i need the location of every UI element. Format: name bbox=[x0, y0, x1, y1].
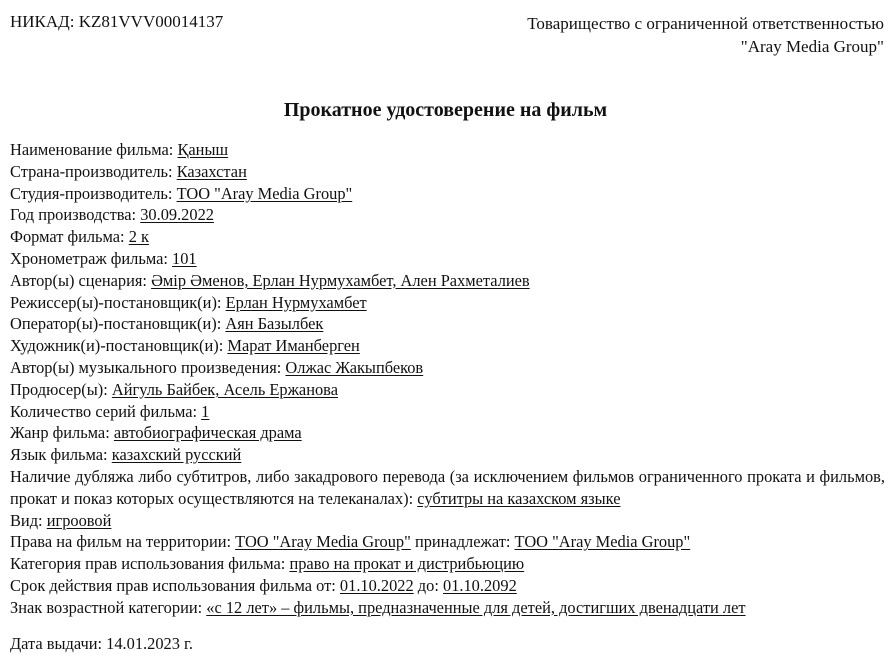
field-rights-territory bbox=[10, 531, 885, 553]
field-value: 1 bbox=[201, 401, 210, 421]
field-rights-category bbox=[10, 553, 885, 575]
field-episode-count bbox=[10, 401, 885, 423]
field-label: Хронометраж фильма: bbox=[10, 248, 168, 268]
field-value: 01.10.2092 bbox=[443, 575, 517, 595]
field-type bbox=[10, 510, 885, 532]
field-value: Марат Иманберген bbox=[227, 336, 360, 356]
field-label: Художник(и)-постановщик(и): bbox=[10, 336, 224, 356]
field-value: Ерлан Нурмухамбет bbox=[225, 292, 367, 312]
issue-date: Дата выдачи: 14.01.2023 г. bbox=[10, 634, 193, 653]
field-production-year bbox=[10, 204, 885, 226]
field-format bbox=[10, 226, 885, 248]
field-duration bbox=[10, 248, 885, 270]
field-producers bbox=[10, 379, 885, 401]
field-label: Страна-производитель: bbox=[10, 161, 173, 181]
field-label: Наименование фильма: bbox=[10, 140, 174, 159]
field-label: принадлежат: bbox=[414, 532, 511, 552]
field-studio bbox=[10, 183, 885, 205]
organization-name bbox=[527, 12, 884, 58]
field-value: 2 к bbox=[128, 227, 149, 247]
field-label: Год производства: bbox=[10, 205, 137, 225]
field-value: «с 12 лет» – фильмы, предназначенные для детей, достигших двенадцати лет bbox=[206, 597, 746, 617]
field-value: игроовой bbox=[46, 510, 112, 530]
field-directors bbox=[10, 292, 885, 314]
field-value: Қаныш bbox=[177, 140, 229, 159]
field-label: Наличие дубляжа либо субтитров, либо закадрового перевода (за исключением фильмов ограниченного проката и фильмов, прокат и показ которых осуществляются на телеканалах): bbox=[10, 466, 885, 508]
field-composers bbox=[10, 357, 885, 379]
field-value: право на прокат и дистрибьюцию bbox=[289, 554, 525, 574]
field-label: Оператор(ы)-постановщик(и): bbox=[10, 314, 222, 334]
field-label: Права на фильм на территории: bbox=[10, 532, 232, 552]
field-value: 30.09.2022 bbox=[140, 205, 214, 225]
field-value: Айгуль Байбек, Асель Ержанова bbox=[111, 379, 338, 399]
field-cinematographers bbox=[10, 313, 885, 335]
field-label: Жанр фильма: bbox=[10, 423, 110, 443]
field-age-rating bbox=[10, 597, 885, 619]
field-value: автобиографическая драма bbox=[113, 423, 302, 443]
field-label: Режиссер(ы)-постановщик(и): bbox=[10, 292, 222, 312]
field-value: ТОО "Aray Media Group" bbox=[514, 532, 691, 552]
nikad-number: НИКАД: KZ81VVV00014137 bbox=[10, 12, 224, 31]
field-label: Количество серий фильма: bbox=[10, 401, 198, 421]
field-label: Студия-производитель: bbox=[10, 183, 173, 203]
field-label: Категория прав использования фильма: bbox=[10, 554, 286, 574]
organization-line-1: Товарищество с ограниченной ответственностью bbox=[527, 14, 884, 33]
field-value: Әмір Әменов, Ерлан Нурмухамбет, Ален Рахметалиев bbox=[151, 270, 530, 290]
field-value: ТОО "Aray Media Group" bbox=[235, 532, 411, 552]
field-label: Срок действия прав использования фильма от: bbox=[10, 575, 336, 595]
field-value: 01.10.2022 bbox=[339, 575, 414, 595]
field-label: Формат фильма: bbox=[10, 227, 125, 247]
field-value: Олжас Жакыпбеков bbox=[285, 357, 424, 377]
field-value: казахский русский bbox=[111, 445, 242, 465]
field-value: субтитры на казахском языке bbox=[417, 488, 621, 508]
organization-line-2: "Aray Media Group" bbox=[740, 37, 884, 56]
field-label: Знак возрастной категории: bbox=[10, 597, 203, 617]
field-value: Казахстан bbox=[176, 161, 247, 181]
field-value: 101 bbox=[172, 248, 197, 268]
field-label: Вид: bbox=[10, 510, 43, 530]
document-title: Прокатное удостоверение на фильм bbox=[283, 99, 608, 121]
field-label: Язык фильма: bbox=[10, 445, 108, 465]
field-validity-period bbox=[10, 575, 885, 597]
field-label: Продюсер(ы): bbox=[10, 379, 108, 399]
field-film-name bbox=[10, 139, 885, 161]
field-language bbox=[10, 444, 885, 466]
field-label: до: bbox=[417, 575, 439, 595]
field-dubbing-subtitles bbox=[10, 466, 885, 510]
field-genre bbox=[10, 422, 885, 444]
field-country bbox=[10, 161, 885, 183]
field-value: ТОО "Aray Media Group" bbox=[176, 183, 353, 203]
field-production-designers bbox=[10, 335, 885, 357]
field-label: Автор(ы) сценария: bbox=[10, 270, 147, 290]
field-value: Аян Базылбек bbox=[225, 314, 324, 334]
field-screenwriters bbox=[10, 270, 885, 292]
field-label: Автор(ы) музыкального произведения: bbox=[10, 357, 282, 377]
certificate-fields bbox=[10, 139, 885, 619]
